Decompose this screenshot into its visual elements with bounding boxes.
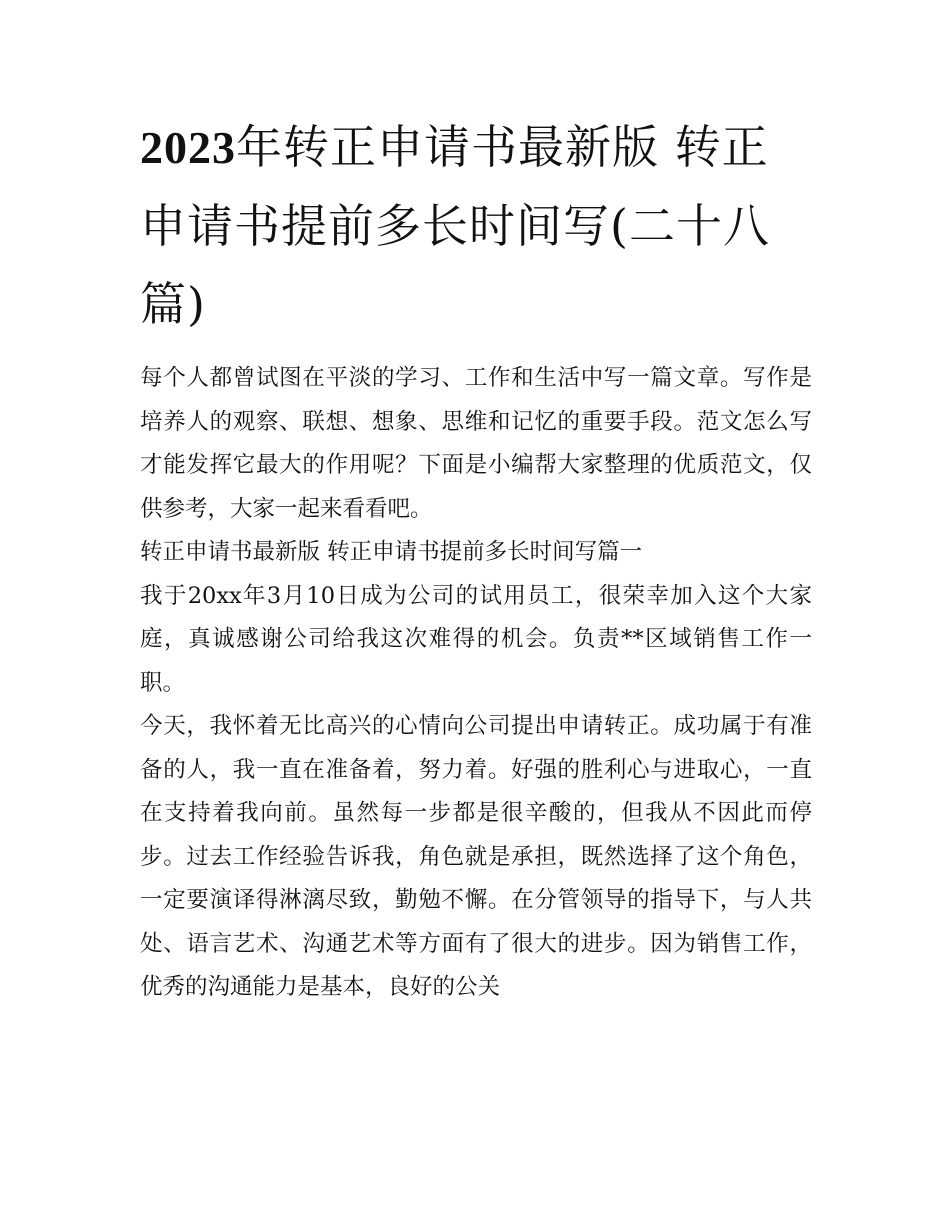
intro-paragraph: 每个人都曾试图在平淡的学习、工作和生活中写一篇文章。写作是培养人的观察、联想、想象、思维和记忆的重要手段。范文怎么写才能发挥它最大的作用呢？下面是小编帮大家整理的优质范文，仅供参考，大家一起来看看吧。 — [140, 365, 812, 522]
title-year: 2023 — [140, 122, 236, 173]
document-title — [140, 108, 812, 343]
body-paragraph: 我于20xx年3月10日成为公司的试用员工，很荣幸加入这个大家庭，真诚感谢公司给我这次难得的机会。负责**区域销售工作一职。 — [140, 582, 812, 696]
document-content — [140, 108, 812, 1010]
body-paragraph: 今天，我怀着无比高兴的心情向公司提出申请转正。成功属于有准备的人，我一直在准备着，努力着。好强的胜利心与进取心，一直在支持着我向前。虽然每一步都是很辛酸的，但我从不因此而停步。过去工作经验告诉我，角色就是承担，既然选择了这个角色，一定要演译得淋漓尽致，勤勉不懈。在分管领导的指导下，与人共处、语言艺术、沟通艺术等方面有了很大的进步。因为销售工作，优秀的沟通能力是基本，良好的公关 — [140, 713, 812, 1000]
section-heading: 转正申请书最新版 转正申请书提前多长时间写篇一 — [140, 539, 643, 565]
title-text: 年转正申请书最新版 转正申请书提前多长时间写(二十八篇) — [140, 120, 770, 331]
